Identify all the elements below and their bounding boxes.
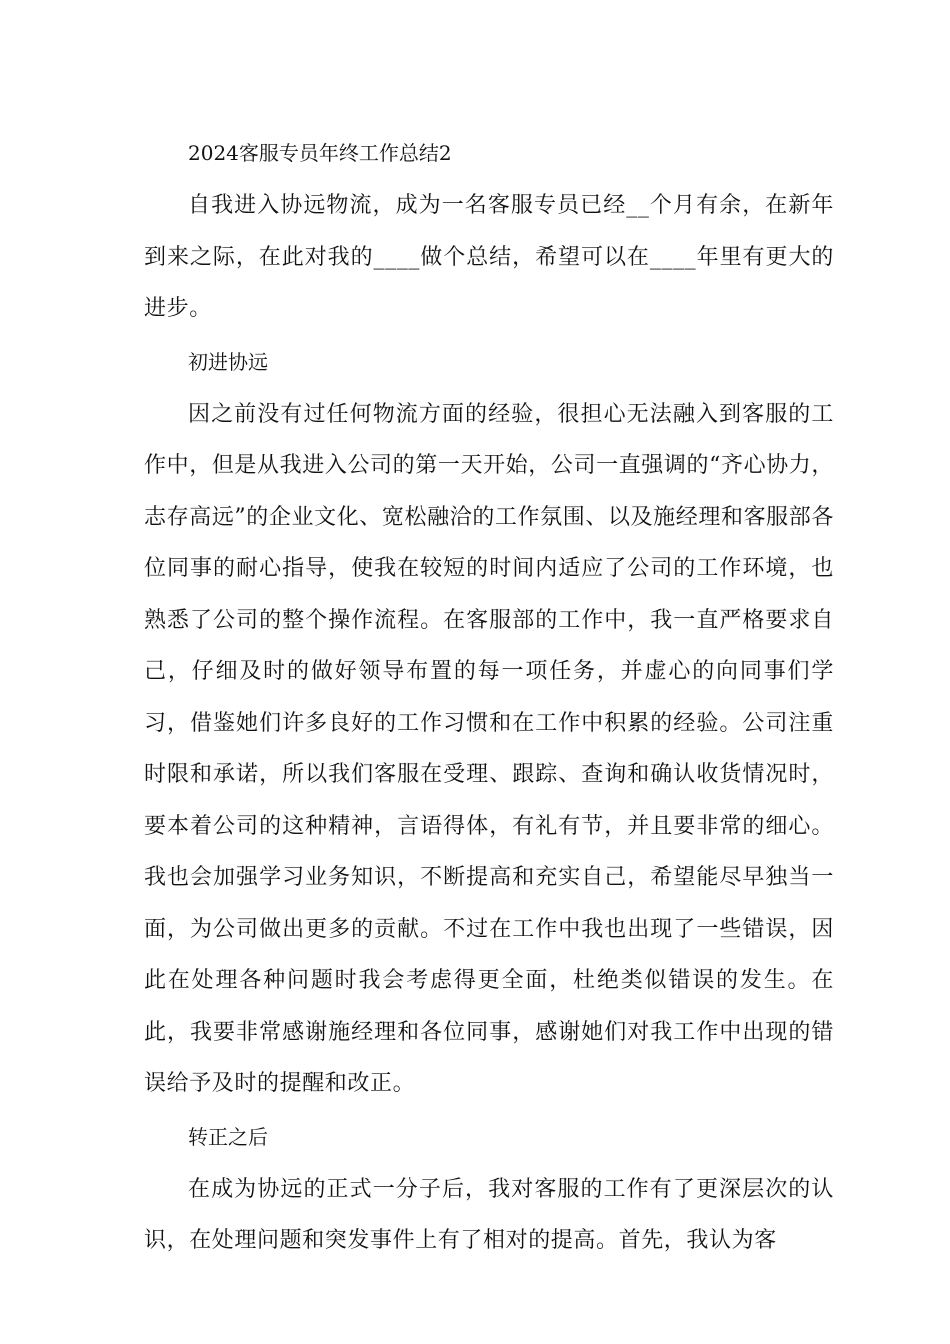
section-heading-1: 初进协远 <box>188 349 268 374</box>
document-body <box>144 126 834 1267</box>
intro-paragraph: 自我进入协远物流，成为一名客服专员已经__个月有余，在新年到来之际，在此对我的____做个总结，希望可以在____年里有更大的进步。 <box>144 193 834 321</box>
document-title: 2024客服专员年终工作总结2 <box>188 141 452 165</box>
section-heading-2: 转正之后 <box>188 1124 268 1149</box>
section-1-paragraph: 因之前没有过任何物流方面的经验，很担心无法融入到客服的工作中，但是从我进入公司的第一天开始，公司一直强调的“齐心协力，志存高远”的企业文化、宽松融洽的工作氛围、以及施经理和客服部各位同事的耐心指导，使我在较短的时间内适应了公司的工作环境，也熟悉了公司的整个操作流程。在客服部的工作中，我一直严格要求自己，仔细及时的做好领导布置的每一项任务，并虚心的向同事们学习，借鉴她们许多良好的工作习惯和在工作中积累的经验。公司注重时限和承诺，所以我们客服在受理、跟踪、查询和确认收货情况时，要本着公司的这种精神，言语得体，有礼有节，并且要非常的细心。我也会加强学习业务知识，不断提高和充实自己，希望能尽早独当一面，为公司做出更多的贡献。不过在工作中我也出现了一些错误，因此在处理各种问题时我会考虑得更全面，杜绝类似错误的发生。在此，我要非常感谢施经理和各位同事，感谢她们对我工作中出现的错误给予及时的提醒和改正。 <box>144 401 834 1096</box>
section-2-paragraph: 在成为协远的正式一分子后，我对客服的工作有了更深层次的认识，在处理问题和突发事件上有了相对的提高。首先，我认为客 <box>144 1176 834 1253</box>
